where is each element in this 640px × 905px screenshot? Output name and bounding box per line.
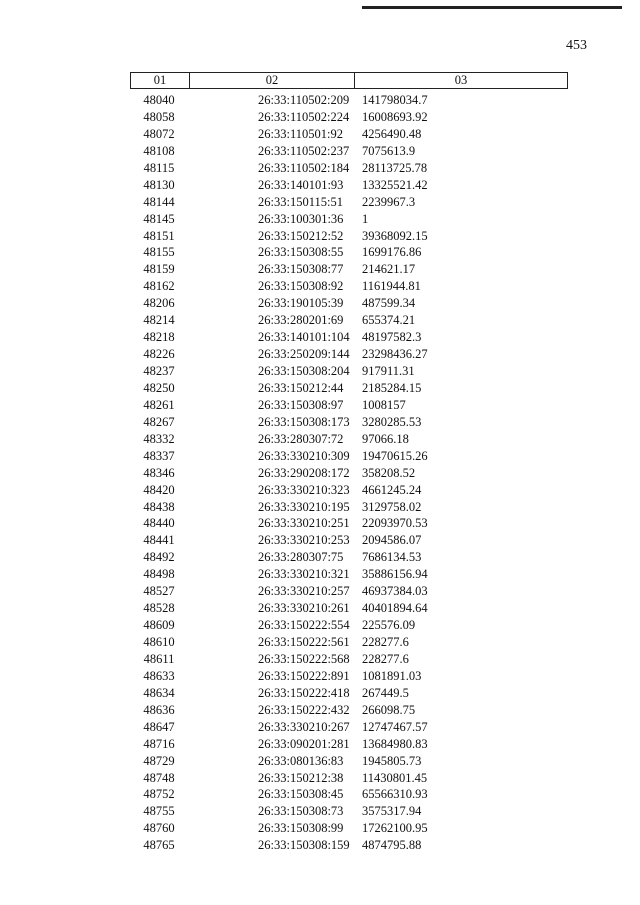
- table-row: [130, 668, 568, 685]
- table-cell-col-03: 487599.34: [362, 296, 416, 311]
- table-cell-col-02: 26:33:080136:83: [258, 753, 344, 768]
- table-row: [130, 177, 568, 194]
- table-cell-col-02: 26:33:150308:45: [258, 787, 344, 802]
- table-cell-col-02: 26:33:280201:69: [258, 313, 344, 328]
- table-cell-col-01: 48528: [143, 601, 175, 616]
- table-cell-col-01: 48261: [143, 397, 175, 412]
- table-cell-col-01: 48752: [143, 787, 175, 802]
- table-row: [130, 397, 568, 414]
- table-row: [130, 211, 568, 228]
- table-row: [130, 566, 568, 583]
- table-row: [130, 261, 568, 278]
- table-row: [130, 770, 568, 787]
- table-cell-col-01: 48237: [143, 364, 175, 378]
- table-cell-col-02: 26:33:110502:237: [258, 143, 350, 158]
- table-cell-col-02: 26:33:150222:418: [258, 685, 350, 700]
- table-cell-col-01: 48441: [143, 533, 175, 548]
- table-cell-col-03: 48197582.3: [362, 330, 422, 345]
- table-row: [130, 329, 568, 346]
- table-cell-col-01: 48609: [143, 618, 175, 633]
- table-cell-col-02: 26:33:330210:323: [258, 482, 350, 497]
- table-row: [130, 685, 568, 702]
- table-cell-col-01: 48337: [143, 448, 175, 463]
- table-row: [130, 719, 568, 736]
- table-cell-col-02: 26:33:150308:77: [258, 262, 344, 277]
- table-cell-col-02: 26:33:150222:554: [258, 618, 350, 633]
- table-cell-col-03: 1081891.03: [362, 668, 422, 683]
- table-cell-col-02: 26:33:150308:204: [258, 364, 350, 378]
- table-cell-col-02: 26:33:150222:568: [258, 651, 350, 666]
- table-cell-col-02: 26:33:290208:172: [258, 465, 350, 480]
- table-cell-col-03: 358208.52: [362, 465, 416, 480]
- table-row: [130, 160, 568, 177]
- table-cell-col-02: 26:33:330210:321: [258, 567, 350, 582]
- table-row: [130, 244, 568, 261]
- table-cell-col-01: 48115: [143, 160, 175, 175]
- table-cell-col-03: 40401894.64: [362, 601, 428, 616]
- table-row: [130, 278, 568, 295]
- table-cell-col-03: 1161944.81: [362, 279, 421, 294]
- table-cell-col-01: 48108: [143, 143, 175, 158]
- table-row: [130, 600, 568, 617]
- header-col-03: 03: [454, 73, 468, 87]
- table-cell-col-02: 26:33:140101:93: [258, 177, 344, 192]
- table-row: [130, 380, 568, 397]
- table-cell-col-02: 26:33:150115:51: [258, 194, 343, 209]
- table-cell-col-02: 26:33:280307:72: [258, 431, 344, 446]
- table-cell-col-02: 26:33:330210:195: [258, 499, 350, 514]
- table-cell-col-01: 48151: [143, 228, 175, 243]
- table-cell-col-03: 1008157: [362, 397, 406, 412]
- table-cell-col-03: 141798034.7: [362, 93, 428, 107]
- header-col-01: 01: [131, 73, 190, 88]
- table-cell-col-02: 26:33:150308:99: [258, 821, 344, 836]
- table-cell-col-01: 48765: [143, 838, 175, 853]
- table-cell-col-03: 28113725.78: [362, 160, 428, 175]
- table-cell-col-01: 48218: [143, 330, 175, 345]
- table-cell-col-03: 12747467.57: [362, 719, 428, 734]
- table-cell-col-01: 48155: [143, 245, 175, 260]
- table-cell-col-03: 23298436.27: [362, 347, 428, 362]
- table-cell-col-02: 26:33:280307:75: [258, 550, 344, 565]
- table-cell-col-01: 48610: [143, 635, 175, 649]
- table-row: [130, 583, 568, 600]
- table-cell-col-02: 26:33:100301:36: [258, 211, 344, 226]
- table-cell-col-03: 266098.75: [362, 702, 416, 717]
- table-cell-col-03: 22093970.53: [362, 516, 428, 531]
- table-row: [130, 126, 568, 143]
- table-cell-col-02: 26:33:150308:97: [258, 397, 344, 412]
- table-cell-col-03: 3129758.02: [362, 499, 422, 514]
- table-cell-col-02: 26:33:330210:253: [258, 533, 350, 548]
- table-row: [130, 465, 568, 482]
- table-cell-col-03: 16008693.92: [362, 109, 428, 124]
- table-cell-col-03: 13684980.83: [362, 736, 428, 751]
- table-cell-col-03: 1699176.86: [362, 245, 422, 260]
- table-cell-col-02: 26:33:330210:251: [258, 516, 350, 531]
- table-row: [130, 228, 568, 245]
- table-cell-col-01: 48636: [143, 702, 175, 717]
- table-cell-col-02: 26:33:150308:73: [258, 804, 344, 819]
- table-cell-col-02: 26:33:110502:184: [258, 160, 350, 175]
- table-cell-col-03: 7686134.53: [362, 550, 422, 565]
- table-cell-col-01: 48206: [143, 296, 175, 311]
- table-body: [130, 92, 568, 854]
- table-cell-col-02: 26:33:150308:173: [258, 414, 350, 429]
- table-row: [130, 736, 568, 753]
- table-cell-col-03: 13325521.42: [362, 177, 428, 192]
- table-cell-col-03: 11430801.45: [362, 770, 428, 785]
- table-cell-col-03: 19470615.26: [362, 448, 428, 463]
- table-cell-col-03: 225576.09: [362, 618, 416, 633]
- table-cell-col-01: 48634: [143, 685, 175, 700]
- table-cell-col-01: 48729: [143, 753, 175, 768]
- table-cell-col-03: 228277.6: [362, 635, 409, 649]
- table-cell-col-03: 1945805.73: [362, 753, 422, 768]
- table-cell-col-03: 655374.21: [362, 313, 416, 328]
- table-cell-col-03: 2185284.15: [362, 380, 422, 395]
- table-cell-col-03: 3280285.53: [362, 414, 422, 429]
- table-cell-col-01: 48159: [143, 262, 175, 277]
- table-cell-col-03: 46937384.03: [362, 584, 428, 599]
- table-row: [130, 651, 568, 668]
- table-row: [130, 431, 568, 448]
- table-cell-col-02: 26:33:330210:309: [258, 448, 350, 463]
- table-cell-col-03: 4256490.48: [362, 126, 422, 141]
- table-row: [130, 532, 568, 549]
- table-cell-col-01: 48611: [143, 651, 175, 666]
- table-header: [130, 72, 568, 89]
- table-cell-col-01: 48040: [143, 93, 175, 107]
- table-cell-col-03: 35886156.94: [362, 567, 428, 582]
- table-row: [130, 803, 568, 820]
- table-cell-col-02: 26:33:330210:261: [258, 601, 350, 616]
- table-cell-col-02: 26:33:150222:432: [258, 702, 350, 717]
- table-cell-col-02: 26:33:330210:267: [258, 719, 350, 734]
- table-cell-col-02: 26:33:150222:561: [258, 635, 350, 649]
- table-cell-col-02: 26:33:150212:38: [258, 770, 344, 785]
- table-cell-col-03: 65566310.93: [362, 787, 428, 802]
- data-table: [130, 72, 568, 854]
- table-cell-col-03: 97066.18: [362, 431, 409, 446]
- table-row: [130, 143, 568, 160]
- table-row: [130, 515, 568, 532]
- table-cell-col-01: 48214: [143, 313, 175, 328]
- table-cell-col-02: 26:33:110501:92: [258, 126, 343, 141]
- table-cell-col-01: 48130: [143, 177, 175, 192]
- table-row: [130, 482, 568, 499]
- table-row: [130, 448, 568, 465]
- table-cell-col-01: 48072: [143, 126, 175, 141]
- table-cell-col-02: 26:33:150222:891: [258, 668, 350, 683]
- table-cell-col-02: 26:33:150308:55: [258, 245, 344, 260]
- table-row: [130, 786, 568, 803]
- table-cell-col-03: 39368092.15: [362, 228, 428, 243]
- table-cell-col-01: 48440: [143, 516, 175, 531]
- table-cell-col-02: 26:33:150212:44: [258, 380, 344, 395]
- table-cell-col-01: 48332: [143, 431, 175, 446]
- table-cell-col-03: 3575317.94: [362, 804, 422, 819]
- table-cell-col-03: 7075613.9: [362, 143, 416, 158]
- table-cell-col-01: 48420: [143, 482, 175, 497]
- table-row: [130, 295, 568, 312]
- table-row: [130, 753, 568, 770]
- table-cell-col-01: 48058: [143, 109, 175, 124]
- table-cell-col-01: 48760: [143, 821, 175, 836]
- table-row: [130, 499, 568, 516]
- table-row: [130, 414, 568, 431]
- table-cell-col-02: 26:33:150308:92: [258, 279, 344, 294]
- table-row: [130, 702, 568, 719]
- table-cell-col-01: 48527: [143, 584, 175, 599]
- table-cell-col-03: 228277.6: [362, 651, 409, 666]
- table-row: [130, 549, 568, 566]
- table-cell-col-01: 48226: [143, 347, 175, 362]
- table-row: [130, 92, 568, 109]
- table-cell-col-03: 267449.5: [362, 685, 409, 700]
- table-cell-col-03: 4661245.24: [362, 482, 422, 497]
- table-cell-col-01: 48145: [143, 211, 175, 226]
- table-row: [130, 634, 568, 651]
- table-cell-col-01: 48755: [143, 804, 175, 819]
- table-cell-col-01: 48346: [143, 465, 175, 480]
- table-cell-col-02: 26:33:140101:104: [258, 330, 350, 345]
- table-cell-col-02: 26:33:330210:257: [258, 584, 350, 599]
- table-cell-col-03: 4874795.88: [362, 838, 422, 853]
- table-cell-col-03: 214621.17: [362, 262, 416, 277]
- table-cell-col-03: 917911.31: [362, 364, 415, 378]
- table-row: [130, 617, 568, 634]
- table-cell-col-03: 17262100.95: [362, 821, 428, 836]
- table-row: [130, 346, 568, 363]
- table-cell-col-03: 2094586.07: [362, 533, 422, 548]
- table-cell-col-01: 48633: [143, 668, 175, 683]
- table-cell-col-01: 48748: [143, 770, 175, 785]
- table-row: [130, 194, 568, 211]
- table-cell-col-01: 48498: [143, 567, 175, 582]
- table-cell-col-01: 48438: [143, 499, 175, 514]
- table-row: [130, 837, 568, 854]
- table-row: [130, 363, 568, 380]
- table-cell-col-02: 26:33:090201:281: [258, 736, 350, 751]
- table-cell-col-02: 26:33:250209:144: [258, 347, 350, 362]
- table-cell-col-02: 26:33:110502:209: [258, 93, 350, 107]
- table-cell-col-03: 2239967.3: [362, 194, 416, 209]
- table-cell-col-01: 48250: [143, 380, 175, 395]
- page-number: 453: [566, 38, 587, 53]
- top-rule: [362, 6, 622, 9]
- table-cell-col-01: 48647: [143, 719, 175, 734]
- table-cell-col-02: 26:33:150212:52: [258, 228, 344, 243]
- table-cell-col-02: 26:33:190105:39: [258, 296, 344, 311]
- table-cell-col-03: 1: [362, 211, 369, 226]
- table-row: [130, 109, 568, 126]
- table-cell-col-01: 48492: [143, 550, 175, 565]
- table-cell-col-02: 26:33:150308:159: [258, 838, 350, 853]
- table-cell-col-01: 48162: [143, 279, 175, 294]
- table-cell-col-01: 48267: [143, 414, 175, 429]
- table-cell-col-01: 48716: [143, 736, 175, 751]
- table-cell-col-01: 48144: [143, 194, 175, 209]
- table-row: [130, 820, 568, 837]
- table-cell-col-02: 26:33:110502:224: [258, 109, 350, 124]
- table-row: [130, 312, 568, 329]
- header-col-02: 02: [190, 73, 355, 88]
